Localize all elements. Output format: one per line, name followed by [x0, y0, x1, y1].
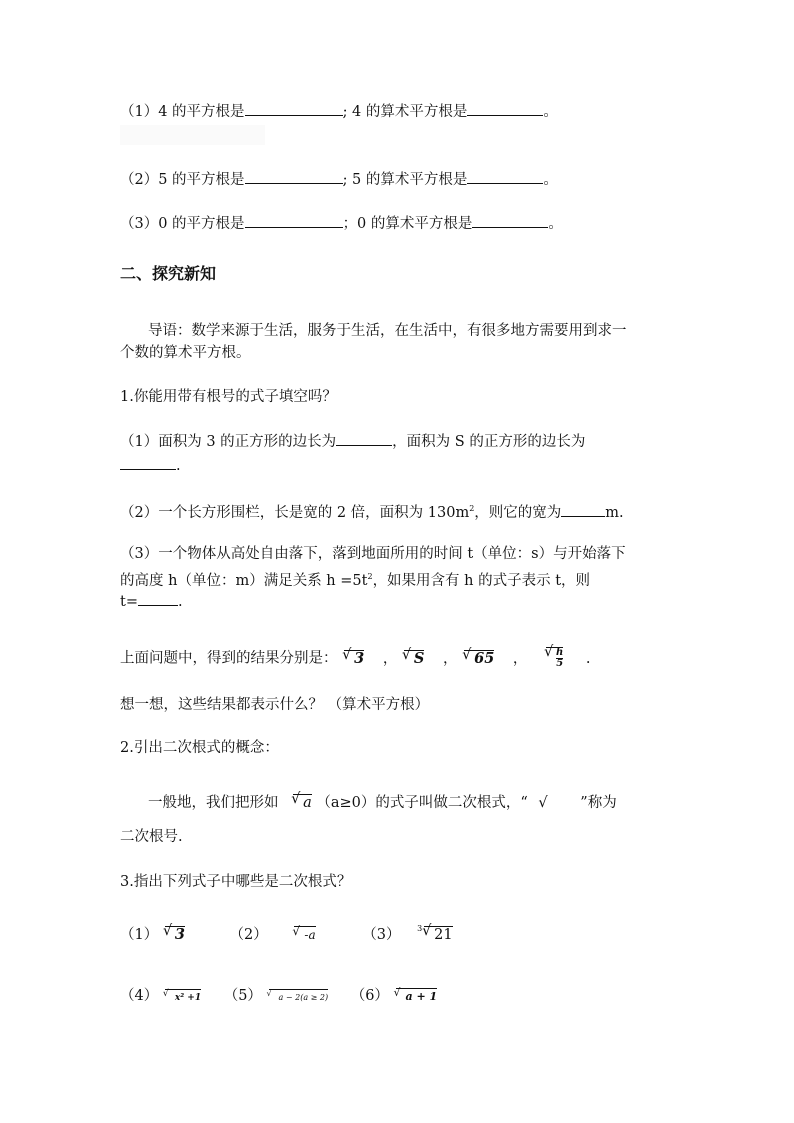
answer-blank[interactable]: [138, 590, 178, 606]
answer-blank[interactable]: [245, 168, 343, 184]
sqrt-a: √ a: [293, 794, 312, 811]
part1-heading: 1.你能用带有根号的式子填空吗？: [120, 389, 337, 405]
exercise-row-1: （1） √ 3 （2） √ -a （3） $^3$√ 21: [120, 924, 453, 948]
sqrt-h-over-5: √ $\frac{h}{5}$: [546, 647, 563, 669]
sqrt-s: √ S: [404, 650, 424, 667]
expr-2: √ -a: [294, 926, 315, 943]
exercise-row-2: （4） √ x² +1 （5） √ a − 2(a ≥ 2) （6） √ a + 1: [120, 985, 437, 1007]
part1-q3-line2: 的高度 h（单位：m）满足关系 $h =5t^2$，如果用含有 h 的式子表示 t，则: [120, 572, 591, 589]
part1-q3-line1: （3）一个物体从高处自由落下，落到地面所用的时间 t（单位：s）与开始落下: [120, 546, 626, 562]
answer-blank[interactable]: [467, 168, 543, 184]
expr-6: √ a + 1: [396, 988, 438, 1005]
part1-q1: （1）面积为 3 的正方形的边长为 ，面积为 S 的正方形的边长为: [120, 430, 585, 453]
think-line: 想一想，这些结果都表示什么？ （算术平方根）: [120, 697, 430, 713]
answer-blank[interactable]: [336, 430, 392, 446]
expr-1: √ 3: [165, 926, 185, 943]
answer-blank[interactable]: [472, 212, 548, 228]
expr-3: √ 21: [424, 926, 452, 943]
part1-q2: （2）一个长方形围栏，长是宽的 2 倍，面积为 $130m^2$，则它的宽为 m.: [120, 498, 624, 524]
answer-blank[interactable]: [120, 454, 176, 470]
sqrt-3: √ 3: [344, 650, 364, 667]
radical-sign-icon: √: [538, 795, 548, 811]
answer-blank[interactable]: [561, 501, 605, 517]
results-line: 上面问题中，得到的结果分别是： √ 3 ， √ S ， √ 65 ， √ $\frac{h}{5}$ .: [120, 647, 591, 670]
part1-q3-line3: t= .: [120, 590, 183, 613]
definition-line: 一般地，我们把形如 √ a （a≥0）的式子叫做二次根式，“ √ ”称为: [148, 792, 617, 814]
answer-blank[interactable]: [467, 100, 543, 116]
review-q1: （1）4 的平方根是 ; 4 的算术平方根是 。: [120, 100, 558, 123]
expr-5: √ a − 2(a ≥ 2): [269, 989, 329, 1006]
part2-heading: 2.引出二次根式的概念：: [120, 740, 279, 756]
section-title: 二、探究新知: [120, 264, 217, 283]
answer-blank[interactable]: [245, 100, 343, 116]
expr-4: √ x² +1: [165, 989, 201, 1006]
review-q2: （2）5 的平方根是 ; 5 的算术平方根是 。: [120, 168, 558, 191]
sqrt-65: √ 65: [464, 650, 494, 667]
intro-line-1: 导语：数学来源于生活，服务于生活，在生活中，有很多地方需要用到求一: [148, 323, 627, 339]
review-q3: （3）0 的平方根是 ；0 的算术平方根是 。: [120, 212, 563, 235]
part3-heading: 3.指出下列式子中哪些是二次根式？: [120, 874, 352, 890]
definition-line-2: 二次根号.: [120, 829, 183, 845]
answer-blank[interactable]: [245, 212, 343, 228]
part1-q1-cont: .: [120, 454, 181, 477]
intro-line-2: 个数的算术平方根。: [120, 345, 251, 361]
shaded-strip: [120, 125, 265, 145]
